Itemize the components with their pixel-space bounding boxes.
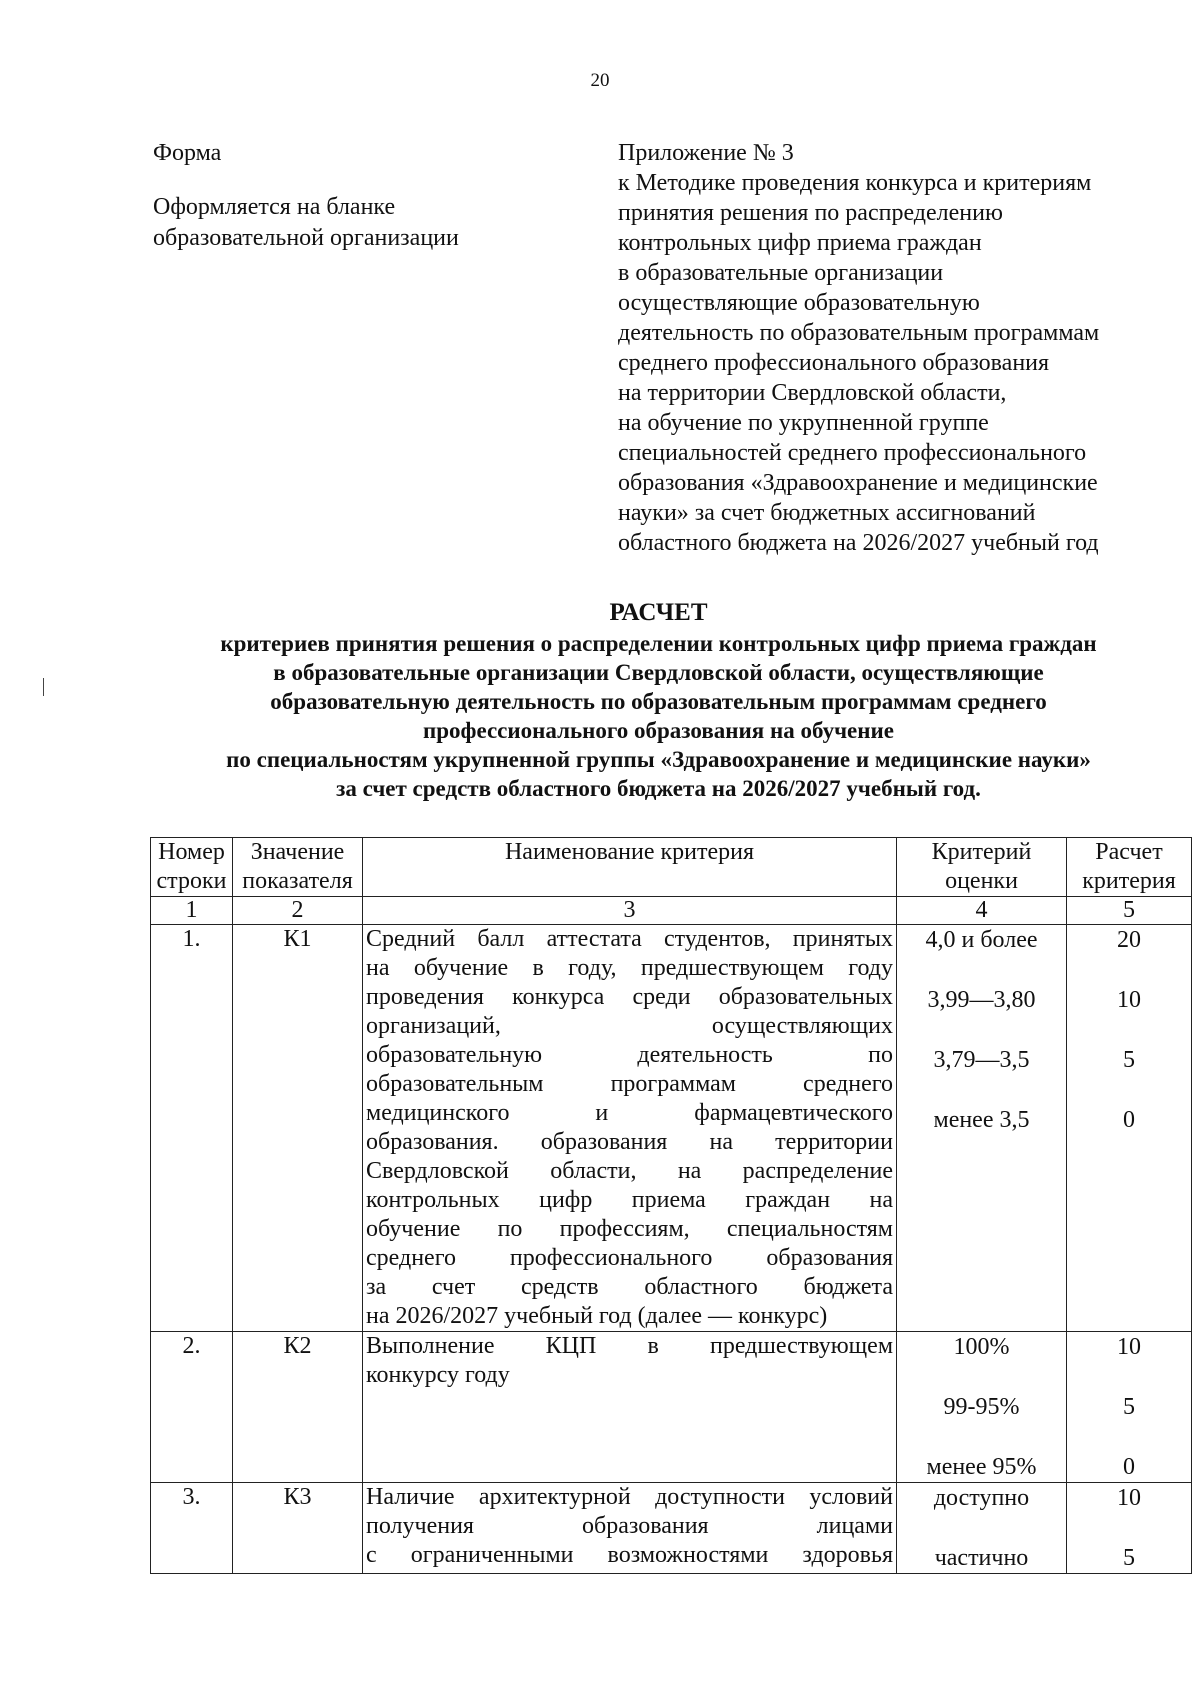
column-index: 1 xyxy=(151,897,233,925)
criterion-value: менее 3,5 xyxy=(933,1107,1030,1133)
form-note-line: Оформляется на бланке xyxy=(153,194,396,220)
criterion-value: 3,99—3,80 xyxy=(927,987,1036,1013)
criterion-value: 4,0 и более xyxy=(925,927,1038,953)
appendix-line: среднего профессионального образования xyxy=(618,350,1050,376)
appendix-title: Приложение № 3 xyxy=(618,140,794,166)
indicator-code: К1 xyxy=(233,925,363,1332)
margin-mark xyxy=(43,678,44,696)
criterion-value: 99-95% xyxy=(943,1394,1020,1420)
score-value: 10 xyxy=(1117,1485,1141,1511)
criteria-table xyxy=(150,837,1192,1574)
score-value: 5 xyxy=(1123,1545,1135,1571)
criterion-value: доступно xyxy=(933,1485,1030,1511)
appendix-block xyxy=(618,138,1178,558)
score-value: 10 xyxy=(1117,987,1141,1013)
score-value: 5 xyxy=(1123,1047,1135,1073)
criterion-value: менее 95% xyxy=(926,1454,1037,1480)
column-index: 2 xyxy=(233,897,363,925)
heading-line: по специальностям укрупненной группы «Здравоохранение и медицинские науки» xyxy=(226,747,1091,772)
appendix-line: к Методике проведения конкурса и критериям xyxy=(618,170,1092,196)
row-number: 3. xyxy=(151,1483,233,1574)
table-header-row xyxy=(151,838,1192,897)
heading-title: РАСЧЕТ xyxy=(609,599,708,626)
column-index: 5 xyxy=(1067,897,1192,925)
column-index-row xyxy=(151,897,1192,925)
heading-line: образовательную деятельность по образовательным программам среднего xyxy=(270,689,1047,714)
appendix-line: принятия решения по распределению xyxy=(618,200,1003,226)
criterion-value: 100% xyxy=(953,1334,1010,1360)
heading-line: критериев принятия решения о распределении контрольных цифр приема граждан xyxy=(220,631,1097,656)
indicator-code: К2 xyxy=(233,1332,363,1483)
header-indicator: Значение показателя xyxy=(233,838,363,897)
column-index: 3 xyxy=(363,897,897,925)
criterion-description: Выполнение КЦП в предшествующем конкурсу году xyxy=(363,1332,897,1483)
appendix-line: в образовательные организации xyxy=(618,260,944,286)
table-row xyxy=(151,925,1192,1332)
criterion-scores xyxy=(1067,925,1192,1332)
page-number: 20 xyxy=(590,70,610,91)
criterion-value: 3,79—3,5 xyxy=(933,1047,1030,1073)
evaluation-criteria xyxy=(897,1483,1067,1574)
appendix-line: специальностей среднего профессионального xyxy=(618,440,1087,466)
score-value: 20 xyxy=(1117,927,1141,953)
criterion-description: Средний балл аттестата студентов, принятых на обучение в году, предшествующем году проведения конкурса среди образовательных организаций, осуществляющих образовательную деятельность по образовательным программам среднего медицинского и фармацевтического образования. образования на территории Свердловской области, на распределение контрольных цифр приема граждан на обучение по профессиям, специальностям среднего профессионального образования за счет средств областного бюджета на 2026/2027 учебный год (далее — конкурс) xyxy=(363,925,897,1332)
evaluation-criteria xyxy=(897,1332,1067,1483)
column-index: 4 xyxy=(897,897,1067,925)
evaluation-criteria xyxy=(897,925,1067,1332)
appendix-line: на территории Свердловской области, xyxy=(618,380,1007,406)
criterion-value: частично xyxy=(934,1545,1029,1571)
indicator-code: К3 xyxy=(233,1483,363,1574)
table-row xyxy=(151,1483,1192,1574)
form-title: Форма xyxy=(153,140,222,166)
header-calculation: Расчет критерия xyxy=(1067,838,1192,897)
appendix-line: деятельность по образовательным программам xyxy=(618,320,1100,346)
score-value: 5 xyxy=(1123,1394,1135,1420)
form-note-line: образовательной организации xyxy=(153,225,459,251)
appendix-line: на обучение по укрупненной группе xyxy=(618,410,989,436)
appendix-line: науки» за счет бюджетных ассигнований xyxy=(618,500,1036,526)
table-row xyxy=(151,1332,1192,1483)
heading-line: за счет средств областного бюджета на 2026/2027 учебный год. xyxy=(336,776,981,801)
heading-line: в образовательные организации Свердловской области, осуществляющие xyxy=(273,660,1044,685)
heading-line: профессионального образования на обучение xyxy=(423,718,894,743)
appendix-line: контрольных цифр приема граждан xyxy=(618,230,982,256)
criterion-description: Наличие архитектурной доступности условий получения образования лицами с ограниченными возможностями здоровья xyxy=(363,1483,897,1574)
criterion-scores xyxy=(1067,1483,1192,1574)
criterion-scores xyxy=(1067,1332,1192,1483)
header-row-number: Номер строки xyxy=(151,838,233,897)
header-evaluation: Критерий оценки xyxy=(897,838,1067,897)
form-block xyxy=(153,138,573,254)
score-value: 0 xyxy=(1123,1454,1135,1480)
score-value: 10 xyxy=(1117,1334,1141,1360)
appendix-line: осуществляющие образовательную xyxy=(618,290,980,316)
row-number: 1. xyxy=(151,925,233,1332)
appendix-line: образования «Здравоохранение и медицинские xyxy=(618,470,1098,496)
document-heading xyxy=(100,597,1200,803)
score-value: 0 xyxy=(1123,1107,1135,1133)
row-number: 2. xyxy=(151,1332,233,1483)
appendix-line: областного бюджета на 2026/2027 учебный год xyxy=(618,530,1099,556)
header-name: Наименование критерия xyxy=(363,838,897,897)
